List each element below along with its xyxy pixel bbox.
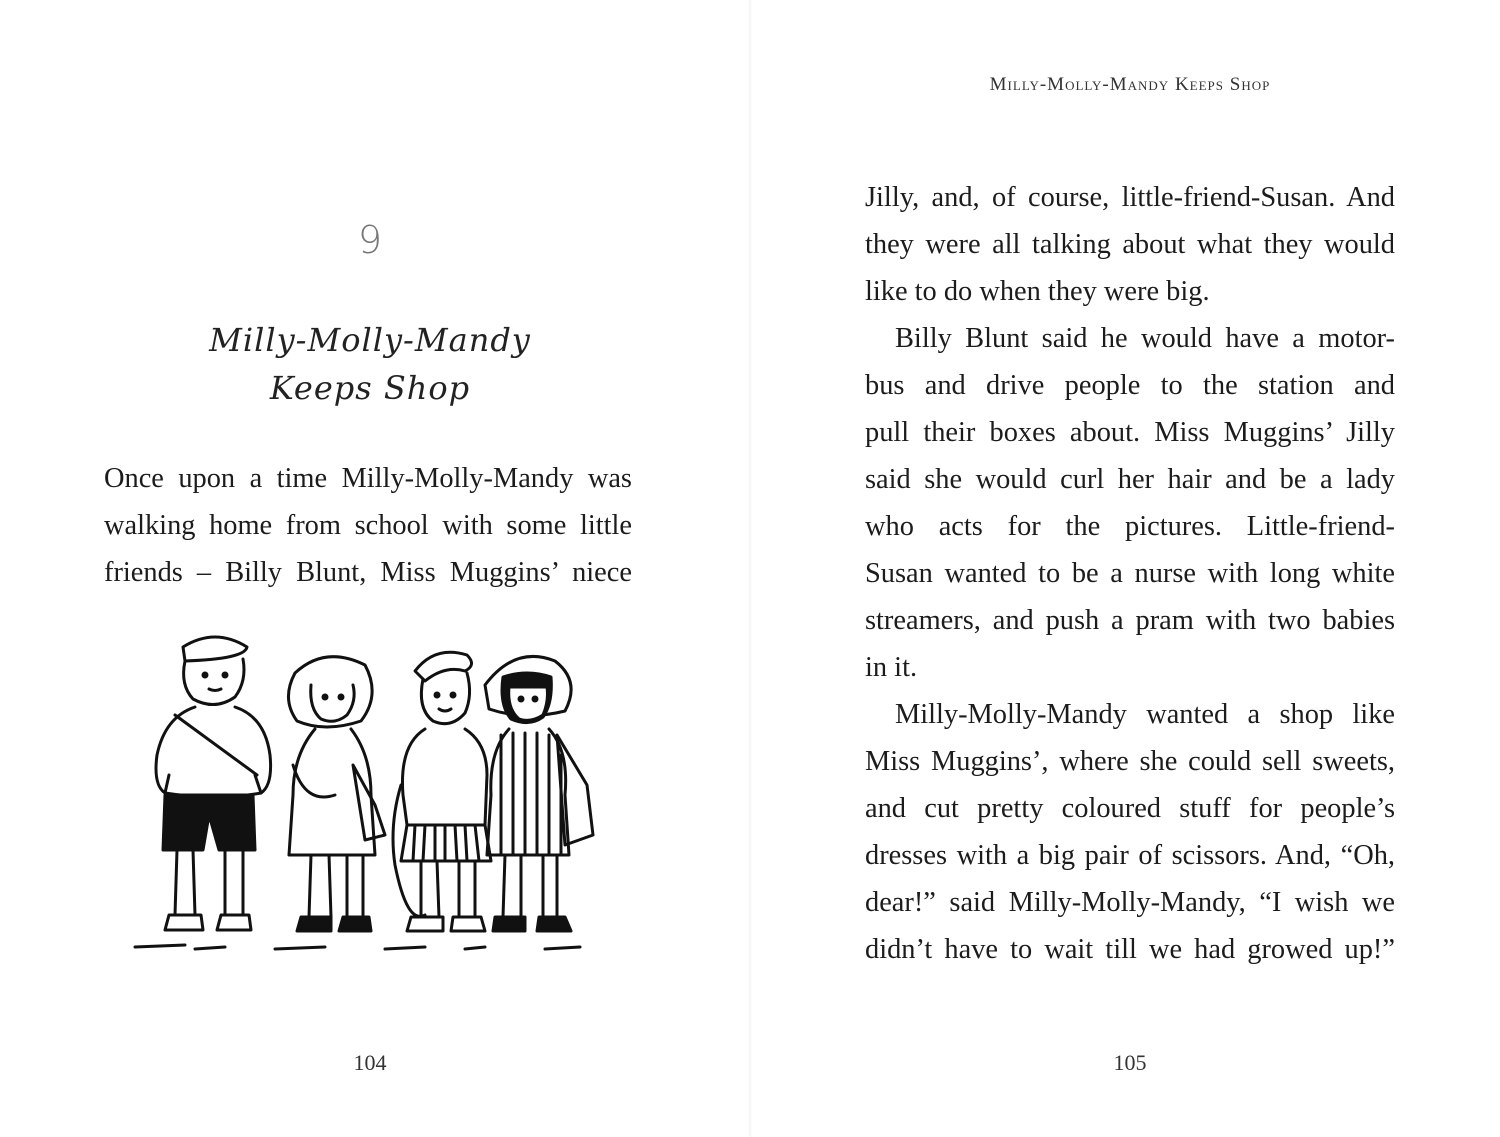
running-head: Milly-Molly-Mandy Keeps Shop [989, 74, 1271, 95]
text-line: friends – Billy Blunt, Miss Muggins’ niece [104, 557, 632, 588]
page-number-right: 105 [1113, 1050, 1147, 1075]
chapter-title [0, 316, 740, 412]
right-body-text [865, 174, 1395, 973]
text-line: bus and drive people to the station and [865, 370, 1395, 401]
text-line: they were all talking about what they would [865, 229, 1395, 260]
book-gutter [748, 0, 752, 1137]
text-line: in it. [865, 652, 918, 683]
text-line: like to do when they were big. [865, 276, 1210, 307]
girl-hat-figure [485, 656, 593, 931]
text-line: didn’t have to wait till we had growed up!” [865, 934, 1395, 965]
text-line: Miss Muggins’, where she could sell sweets, [865, 746, 1395, 777]
text-line: Milly-Molly-Mandy wanted a shop like [895, 699, 1395, 730]
boy-figure [156, 637, 271, 930]
text-line: Susan wanted to be a nurse with long white [865, 558, 1395, 589]
text-line: and cut pretty coloured stuff for people’s [865, 793, 1395, 824]
girl-beret-figure [393, 652, 491, 931]
text-line: pull their boxes about. Miss Muggins’ Jilly [865, 417, 1395, 448]
left-body-text [104, 455, 632, 596]
page-number-left: 104 [353, 1050, 387, 1075]
text-line: who acts for the pictures. Little-friend- [865, 511, 1395, 542]
girl-bonnet-figure [288, 657, 385, 931]
text-line: walking home from school with some little [104, 510, 632, 541]
text-line: Jilly, and, of course, little-friend-Susan. And [865, 182, 1395, 213]
right-page [760, 0, 1500, 1137]
chapter-number: 9 [357, 218, 383, 262]
text-line: Billy Blunt said he would have a motor- [895, 323, 1395, 354]
left-page [0, 0, 740, 1137]
chapter-title-line-2: Keeps Shop [269, 369, 471, 407]
text-line: said she would curl her hair and be a lady [865, 464, 1395, 495]
children-illustration [125, 625, 595, 955]
text-line: streamers, and push a pram with two babies [865, 605, 1395, 636]
text-line: Once upon a time Milly-Molly-Mandy was [104, 463, 632, 494]
text-line: dresses with a big pair of scissors. And, “Oh, [865, 840, 1395, 871]
chapter-title-line-1: Milly-Molly-Mandy [209, 321, 531, 359]
text-line: dear!” said Milly-Molly-Mandy, “I wish we [865, 887, 1395, 918]
